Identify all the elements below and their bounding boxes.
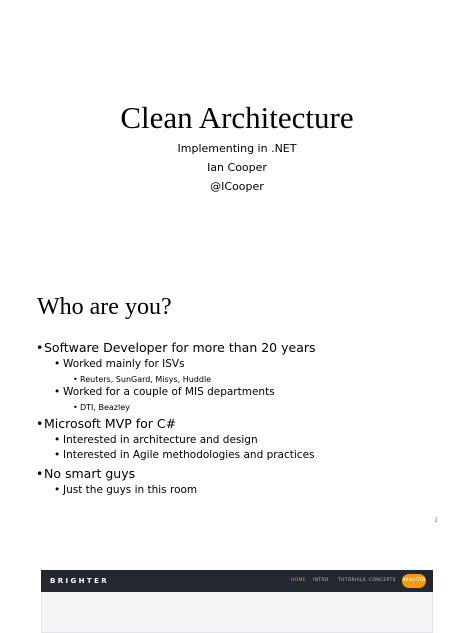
slide-title: Clean Architecture [120, 100, 354, 135]
nav-tutorials[interactable]: TUTORIALS [338, 578, 366, 583]
nav-home[interactable]: HOME [291, 578, 306, 583]
bullet-item [36, 340, 316, 355]
bullet-dot: • [73, 375, 78, 384]
page-number: 2 [434, 517, 438, 524]
bullet-dot: • [54, 449, 61, 461]
bullet-item [36, 416, 177, 431]
subtitle-line: Implementing in .NET [177, 142, 297, 155]
slide-heading: Who are you? [37, 294, 172, 320]
bullet-item [54, 434, 258, 447]
bullet-dot: • [36, 416, 44, 431]
bullet-text: Interested in Agile methodologies and practices [63, 449, 315, 461]
bullet-text: Worked for a couple of MIS departments [63, 386, 275, 398]
bullet-dot: • [54, 386, 61, 398]
page-content-area [41, 592, 433, 633]
bullet-text: Just the guys in this room [63, 484, 198, 496]
bullet-text: DTI, Beazley [80, 403, 130, 412]
title-slide [0, 0, 474, 270]
nav-concepts[interactable]: CONCEPTS [369, 578, 396, 583]
website-preview [41, 570, 433, 632]
bullet-text: Reuters, SunGard, Misys, Huddle [80, 375, 212, 384]
nav-intro[interactable]: INTRO [313, 578, 329, 583]
bullet-dot: • [54, 434, 61, 446]
author-name: Ian Cooper [207, 161, 267, 174]
bullet-text: Microsoft MVP for C# [44, 416, 177, 431]
nav-cta-button[interactable]: BRIGHTER [402, 574, 426, 588]
bullet-text: Worked mainly for ISVs [63, 358, 185, 370]
bullet-dot: • [54, 358, 61, 370]
bullet-dot: • [36, 466, 44, 481]
bullet-item [36, 466, 136, 481]
bullet-item [73, 403, 130, 413]
navbar [41, 570, 433, 592]
bullet-dot: • [54, 484, 61, 496]
bullet-dot: • [36, 340, 44, 355]
bullet-text: Interested in architecture and design [63, 434, 258, 446]
bullet-item [54, 358, 185, 371]
bullet-text: No smart guys [44, 466, 136, 481]
bullet-dot: • [73, 403, 78, 412]
bullet-item [73, 375, 212, 385]
about-slide [0, 280, 474, 530]
bullet-item [54, 386, 275, 399]
site-logo[interactable]: BRIGHTER [50, 577, 110, 585]
author-handle: @ICooper [210, 180, 264, 193]
bullet-text: Software Developer for more than 20 years [44, 340, 316, 355]
bullet-item [54, 484, 198, 497]
bullet-item [54, 449, 315, 462]
